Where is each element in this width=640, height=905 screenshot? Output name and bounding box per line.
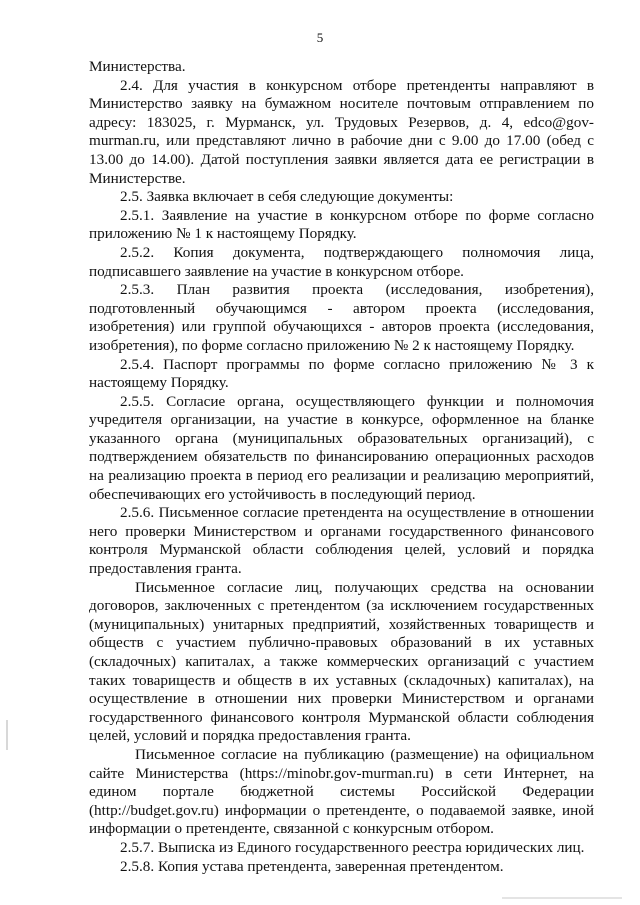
- paragraph-2-5-1: 2.5.1. Заявление на участие в конкурсном отборе по форме согласно приложению № 1 к настоящему Порядку.: [89, 206, 594, 243]
- document-body: [89, 58, 594, 876]
- paragraph-2-5-7: 2.5.7. Выписка из Единого государственного реестра юридических лиц.: [120, 838, 585, 856]
- paragraph-consent-publication: Письменное согласие на публикацию (размещение) на официальном сайте Министерства (https://minobr.gov-murman.ru) в сети Интернет, на едином портале бюджетной системы Российской Федерации (http://budget.gov.ru) информации о претенденте, о подаваемой заявке, иной информации о претенденте, связанной с конкурсным отбором.: [89, 745, 594, 838]
- paragraph-2-5-6: 2.5.6. Письменное согласие претендента на осуществление в отношении него проверки Министерством и органами государственного финансового контроля Мурманской области соблюдения целей, условий и порядка предоставления гранта.: [89, 504, 594, 578]
- scan-artifact: [6, 720, 8, 750]
- paragraph-2-5-4: 2.5.4. Паспорт программы по форме согласно приложению № 3 к настоящему Порядку.: [89, 355, 594, 392]
- paragraph-2-5-5: 2.5.5. Согласие органа, осуществляющего функции и полномочия учредителя организации, на участие в конкурсе, оформленное на бланке указанного органа (муниципальных образовательных организаций), с подтверждением обязательств по финансированию операционных расходов на реализацию проекта в период его реализации и реализацию мероприятий, обеспечивающих его устойчивость в последующий период.: [89, 392, 594, 503]
- paragraph-2-5-8: 2.5.8. Копия устава претендента, заверенная претендентом.: [120, 857, 504, 875]
- scan-artifact-bottom: [502, 897, 622, 899]
- paragraph-2-4: 2.4. Для участия в конкурсном отборе претенденты направляют в Министерство заявку на бумажном носителе почтовым отправлением по адресу: 183025, г. Мурманск, ул. Трудовых Резервов, д. 4, edco@gov-murman.ru, или представляют лично в рабочие дни с 9.00 до 17.00 (обед с 13.00 до 14.00). Датой поступления заявки является дата ее регистрации в Министерстве.: [89, 76, 594, 187]
- paragraph-2-5-2: 2.5.2. Копия документа, подтверждающего полномочия лица, подписавшего заявление на участие в конкурсном отборе.: [89, 243, 594, 280]
- paragraph-2-5-3: 2.5.3. План развития проекта (исследования, изобретения), подготовленный обучающимся - автором проекта (исследования, изобретения) или группой обучающихся - авторов проекта (исследования, изобретения), по форме согласно приложению № 2 к настоящему Порядку.: [89, 281, 594, 354]
- paragraph-2-5: 2.5. Заявка включает в себя следующие документы:: [120, 188, 454, 206]
- page-number: 5: [316, 30, 324, 45]
- paragraph-continuation: Министерства.: [89, 58, 186, 75]
- paragraph-consent-contractors: Письменное согласие лиц, получающих средства на основании договоров, заключенных с претендентом (за исключением государственных (муниципальных) унитарных предприятий, хозяйственных товариществ и обществ с участием публично-правовых образований в их уставных (складочных) капиталах, а также коммерческих организаций с участием таких товариществ и обществ в их уставных (складочных) капиталах), на осуществление в отношении них проверки Министерством и органами государственного финансового контроля Мурманской области соблюдения целей, условий и порядка предоставления гранта.: [89, 578, 594, 745]
